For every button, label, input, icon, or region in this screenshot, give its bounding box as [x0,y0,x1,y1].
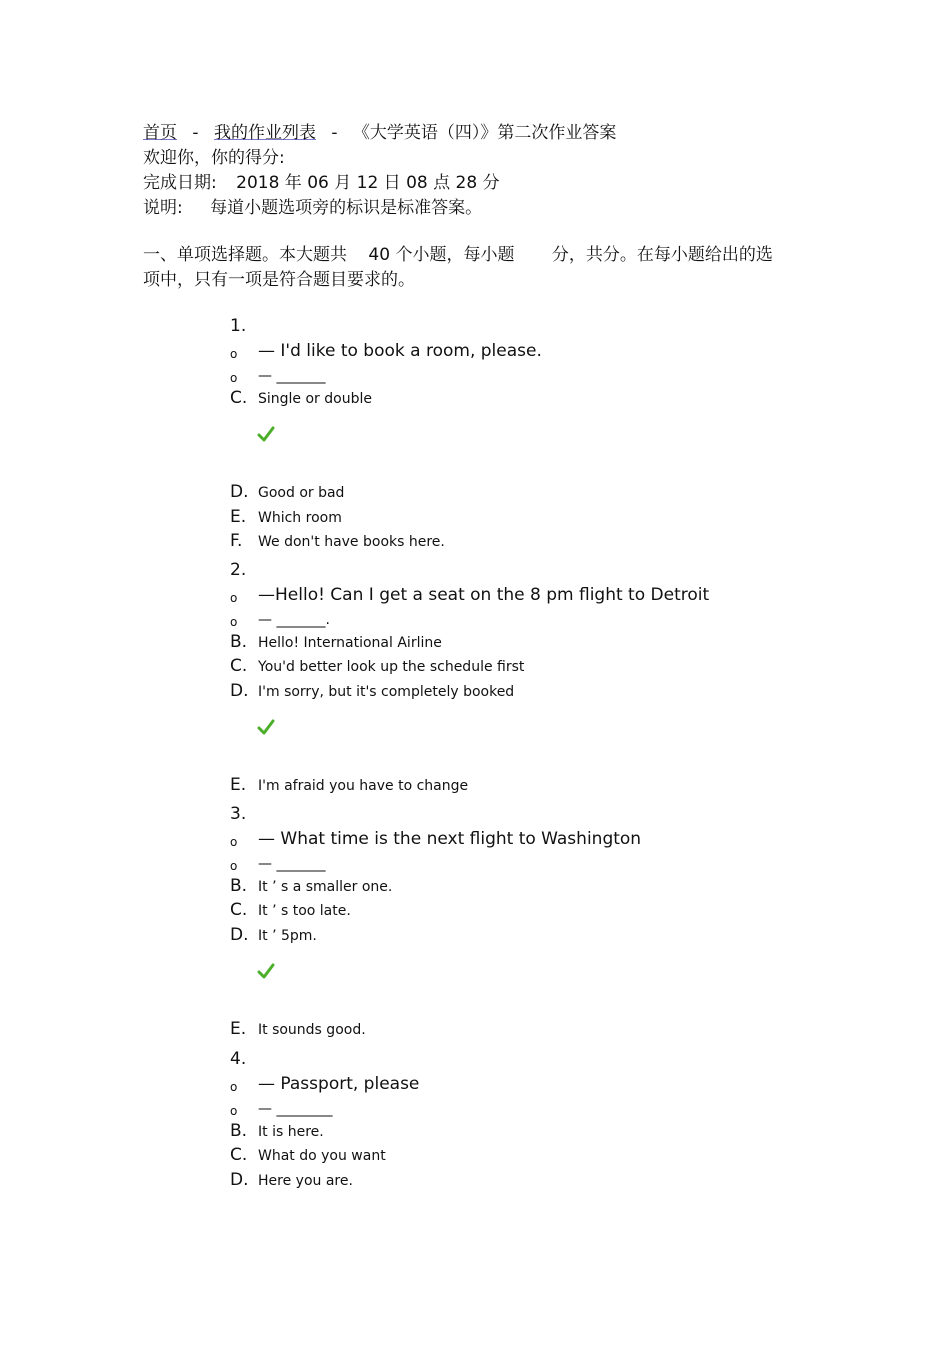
section-intro-part-3: 分，共分。在每小题给出的选 [551,245,773,265]
option-letter: B. [230,1120,248,1141]
option-text: It ’ s too late. [258,903,351,919]
question-number: 3. [230,804,247,824]
option-letter: C. [230,1145,248,1165]
option-letter: D. [230,482,249,502]
welcome-text: 欢迎你，你的得分: [143,148,285,168]
option-text: I'm sorry, but it's completely booked [258,683,515,700]
option-letter: C. [230,387,248,408]
option-text: What do you want [258,1148,386,1164]
bullet-marker: o [230,590,238,605]
bullet-marker: o [230,834,238,849]
option-text: It ’ 5pm. [258,927,317,944]
question-number: 2. [230,560,247,580]
breadcrumb-current-page: 《大学英语（四）》第二次作业答案 [352,123,617,143]
answer-blank: — _______ [258,368,326,384]
checkmark-icon [257,425,275,443]
question-stem: — I'd like to book a room, please. [258,340,542,361]
option-text: Here you are. [258,1172,353,1189]
bullet-marker: o [230,1104,238,1118]
question-number: 1. [230,316,247,336]
answer-blank: — ________ [258,1101,333,1117]
option-letter: F. [230,531,243,551]
option-letter: C. [230,900,248,920]
option-letter: D. [230,680,249,701]
option-text: I'm afraid you have to change [258,778,469,794]
breadcrumb-homework-list-link[interactable]: 我的作业列表 [213,123,316,143]
option-letter: E. [230,506,247,527]
option-letter: D. [230,924,249,945]
breadcrumb [143,118,616,143]
bullet-marker: o [230,346,238,361]
option-text: It ’ s a smaller one. [258,878,393,895]
option-letter: E. [230,1019,247,1039]
option-letter: B. [230,631,248,652]
option-text: Hello! International Airline [258,634,442,651]
answer-blank: — _______ [258,856,326,872]
completion-date [143,168,500,193]
note-text: 每道小题选项旁的标识是标准答案。 [210,198,483,218]
section-intro-part-1: 一、单项选择题。本大题共 [143,245,347,265]
breadcrumb-home-link[interactable]: 首页 [143,123,177,143]
breadcrumb-separator: - [192,123,199,143]
breadcrumb-separator: - [331,123,338,143]
option-letter: D. [230,1169,249,1190]
note-label: 说明: [143,198,183,218]
question-stem: — What time is the next flight to Washington [258,828,642,849]
option-text: Which room [258,509,342,526]
checkmark-icon [257,962,275,980]
bullet-marker: o [230,371,238,385]
option-text: You'd better look up the schedule first [258,659,525,675]
completion-date-value: 2018 年 06 月 12 日 08 点 28 分 [236,173,500,193]
section-intro-line-2: 项中，只有一项是符合题目要求的。 [143,270,415,290]
option-text: It sounds good. [258,1022,366,1038]
option-text: Single or double [258,390,372,407]
section-intro-part-2: 40 个小题，每小题 [368,245,515,265]
answer-blank: — _______. [258,612,330,628]
option-letter: C. [230,656,248,676]
question-stem: —Hello! Can I get a seat on the 8 pm flight to Detroit [258,584,710,605]
option-text: It is here. [258,1123,324,1140]
completion-date-label: 完成日期: [143,173,217,193]
option-text: We don't have books here. [258,534,445,550]
section-intro-line-1 [143,240,773,265]
bullet-marker: o [230,859,238,873]
option-letter: E. [230,775,247,795]
question-number: 4. [230,1049,247,1069]
note [143,193,482,218]
option-letter: B. [230,875,248,896]
option-text: Good or bad [258,485,345,501]
checkmark-icon [257,718,275,736]
bullet-marker: o [230,1079,238,1094]
question-stem: — Passport, please [258,1073,420,1094]
bullet-marker: o [230,615,238,629]
